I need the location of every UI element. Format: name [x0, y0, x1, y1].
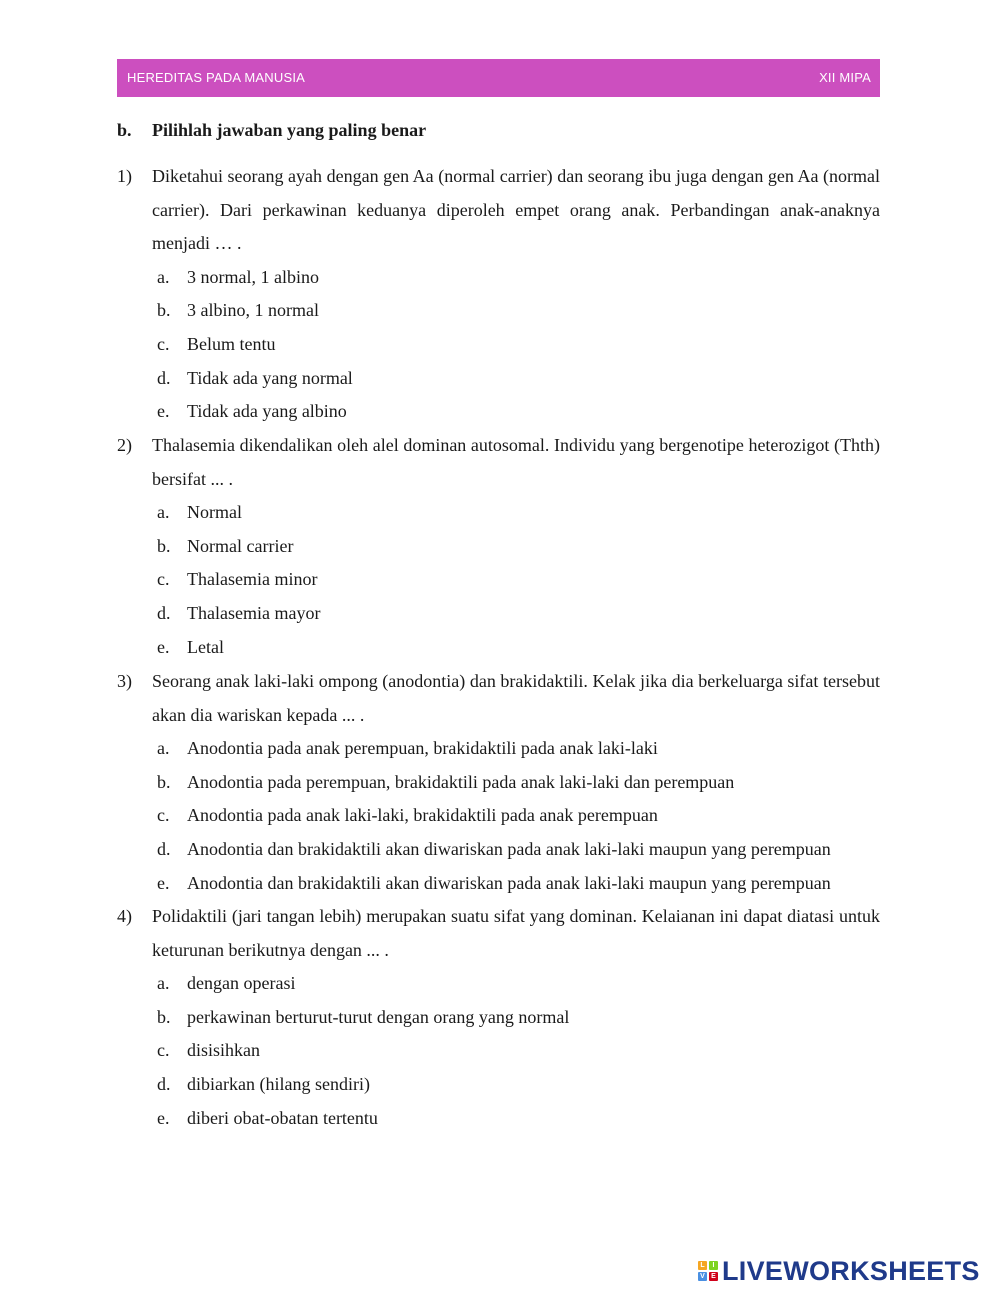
logo-mark-tile: I [709, 1261, 718, 1270]
question-number: 1) [117, 166, 132, 186]
question-text: Diketahui seorang ayah dengan gen Aa (normal carrier) dan seorang ibu juga dengan gen Aa (normal carrier). Dari perkawinan keduanya diperoleh empet orang anak. Perbandingan anak-anaknya menjadi … . [152, 166, 880, 254]
question-number: 4) [117, 906, 132, 926]
option-text: Anodontia dan brakidaktili akan diwariskan pada anak laki-laki maupun yang perempuan [187, 872, 831, 893]
option-c[interactable] [117, 799, 880, 833]
option-list [117, 261, 880, 429]
option-e[interactable] [117, 1102, 880, 1136]
option-letter: a. [157, 266, 170, 287]
question-number: 2) [117, 435, 132, 455]
option-text: Anodontia dan brakidaktili akan diwariskan pada anak laki-laki maupun yang perempuan [187, 838, 831, 859]
option-e[interactable] [117, 631, 880, 665]
option-letter: e. [157, 636, 170, 657]
option-letter: b. [157, 771, 171, 792]
option-b[interactable] [117, 766, 880, 800]
logo-mark-tile: E [709, 1272, 718, 1281]
option-letter: b. [157, 300, 171, 321]
question-text: Seorang anak laki-laki ompong (anodontia) dan brakidaktili. Kelak jika dia berkeluarga sifat tersebut akan dia wariskan kepada ... . [152, 671, 880, 725]
option-list [117, 732, 880, 900]
option-letter: d. [157, 367, 171, 388]
option-text: dengan operasi [187, 973, 296, 994]
option-letter: c. [157, 1040, 170, 1061]
question-text: Polidaktili (jari tangan lebih) merupakan suatu sifat yang dominan. Kelaianan ini dapat diatasi untuk keturunan berikutnya dengan ... . [152, 906, 880, 960]
option-letter: a. [157, 502, 170, 523]
option-text: Normal [187, 502, 242, 523]
option-text: 3 normal, 1 albino [187, 266, 319, 287]
option-text: perkawinan berturut-turut dengan orang yang normal [187, 1006, 570, 1027]
option-a[interactable] [117, 261, 880, 295]
option-d[interactable] [117, 597, 880, 631]
option-text: Tidak ada yang normal [187, 367, 353, 388]
option-text: Thalasemia minor [187, 569, 318, 590]
option-letter: c. [157, 569, 170, 590]
option-text: Normal carrier [187, 535, 294, 556]
question-4 [117, 900, 880, 1135]
option-text: Belum tentu [187, 333, 276, 354]
option-text: Thalasemia mayor [187, 602, 321, 623]
section-title: Pilihlah jawaban yang paling benar [152, 120, 427, 140]
logo-mark-tile: L [698, 1261, 707, 1270]
option-letter: d. [157, 838, 171, 859]
liveworksheets-logo[interactable] [698, 1256, 980, 1286]
option-text: Anodontia pada perempuan, brakidaktili pada anak laki-laki dan perempuan [187, 771, 735, 792]
option-list [117, 967, 880, 1135]
question-number: 3) [117, 671, 132, 691]
option-c[interactable] [117, 563, 880, 597]
option-c[interactable] [117, 1034, 880, 1068]
option-e[interactable] [117, 395, 880, 429]
option-text: Tidak ada yang albino [187, 401, 347, 422]
option-b[interactable] [117, 1001, 880, 1035]
logo-mark-icon [698, 1261, 718, 1281]
option-letter: c. [157, 805, 170, 826]
option-letter: b. [157, 535, 171, 556]
option-text: disisihkan [187, 1040, 261, 1061]
option-letter: e. [157, 401, 170, 422]
option-text: 3 albino, 1 normal [187, 300, 319, 321]
logo-mark-tile: V [698, 1272, 707, 1281]
option-letter: d. [157, 602, 171, 623]
option-text: dibiarkan (hilang sendiri) [187, 1073, 370, 1094]
option-letter: b. [157, 1006, 171, 1027]
option-d[interactable] [117, 362, 880, 396]
option-text: Letal [187, 636, 224, 657]
option-c[interactable] [117, 328, 880, 362]
option-letter: a. [157, 738, 170, 759]
option-text: Anodontia pada anak laki-laki, brakidaktili pada anak perempuan [187, 805, 658, 826]
page-header-bar [117, 59, 880, 97]
option-a[interactable] [117, 967, 880, 1001]
header-class-label: XII MIPA [819, 70, 871, 85]
question-3 [117, 665, 880, 900]
option-b[interactable] [117, 294, 880, 328]
question-text: Thalasemia dikendalikan oleh alel dominan autosomal. Individu yang bergenotipe heterozigot (Thth) bersifat ... . [152, 435, 880, 489]
section-heading [117, 120, 426, 141]
option-letter: d. [157, 1073, 171, 1094]
option-a[interactable] [117, 496, 880, 530]
option-text: Anodontia pada anak perempuan, brakidaktili pada anak laki-laki [187, 738, 658, 759]
option-a[interactable] [117, 732, 880, 766]
header-title: HEREDITAS PADA MANUSIA [127, 70, 306, 85]
question-1 [117, 160, 880, 429]
option-list [117, 496, 880, 664]
option-text: diberi obat-obatan tertentu [187, 1107, 378, 1128]
option-letter: a. [157, 973, 170, 994]
logo-wordmark: LIVEWORKSHEETS [722, 1255, 980, 1286]
option-letter: e. [157, 1107, 170, 1128]
question-2 [117, 429, 880, 664]
section-letter: b. [117, 120, 132, 140]
option-letter: c. [157, 333, 170, 354]
option-d[interactable] [117, 1068, 880, 1102]
option-b[interactable] [117, 530, 880, 564]
option-e[interactable] [117, 867, 880, 901]
option-letter: e. [157, 872, 170, 893]
option-d[interactable] [117, 833, 880, 867]
